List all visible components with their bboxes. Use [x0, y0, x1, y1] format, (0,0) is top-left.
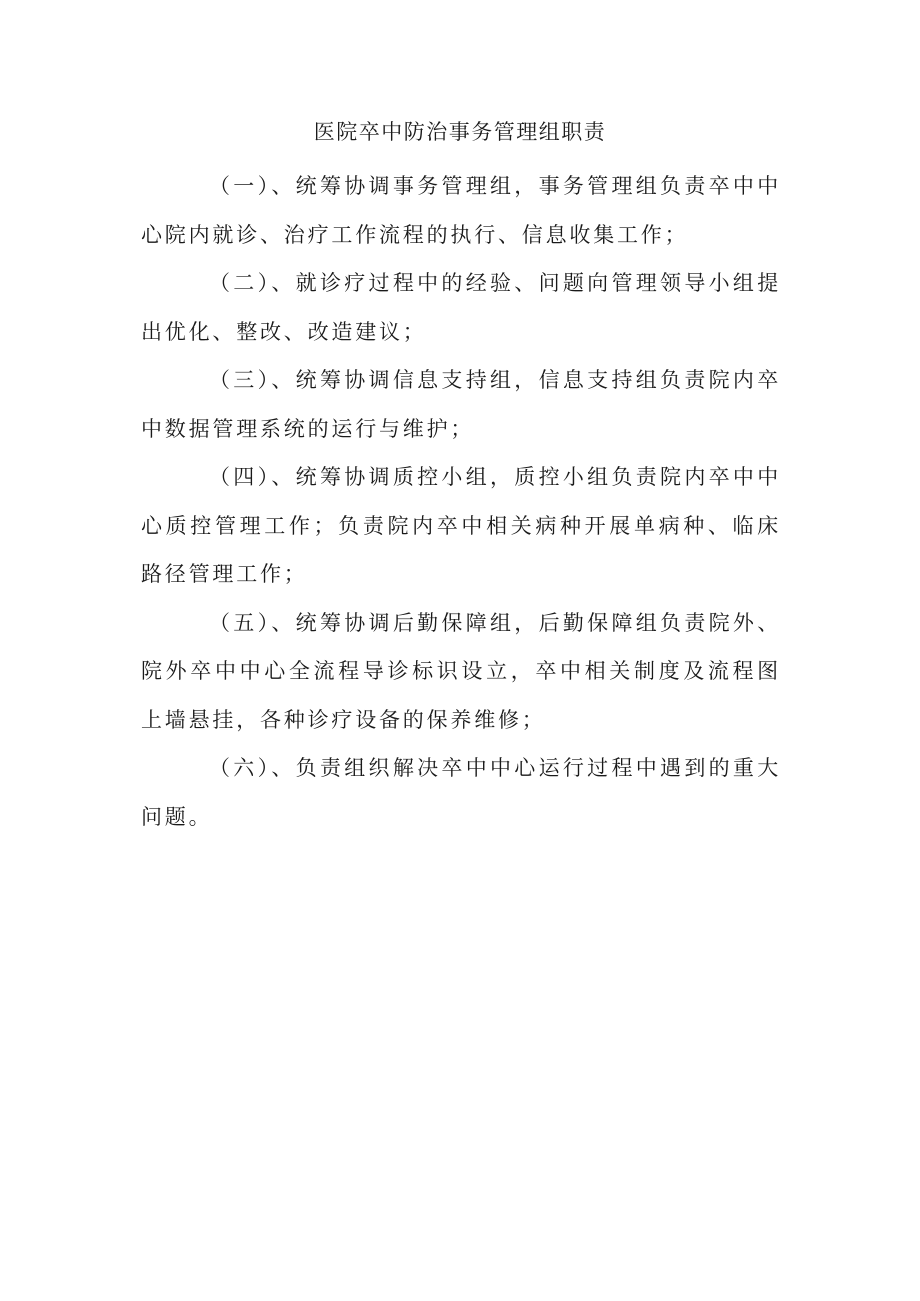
- document-body: [141, 162, 781, 841]
- paragraph-2: （二）、就诊疗过程中的经验、问题向管理领导小组提出优化、整改、改造建议；: [141, 271, 781, 344]
- paragraph-1: （一）、统筹协调事务管理组，事务管理组负责卒中中心院内就诊、治疗工作流程的执行、信息收集工作；: [141, 174, 781, 247]
- paragraph-3: （三）、统筹协调信息支持组，信息支持组负责院内卒中数据管理系统的运行与维护；: [141, 368, 781, 441]
- document-title: 医院卒中防治事务管理组职责: [313, 120, 607, 144]
- paragraph-5: （五）、统筹协调后勤保障组，后勤保障组负责院外、院外卒中中心全流程导诊标识设立，卒中相关制度及流程图上墙悬挂，各种诊疗设备的保养维修；: [141, 610, 781, 732]
- paragraph-6: （六）、负责组织解决卒中中心运行过程中遇到的重大问题。: [141, 756, 781, 829]
- paragraph-4: （四）、统筹协调质控小组，质控小组负责院内卒中中心质控管理工作；负责院内卒中相关病种开展单病种、临床路径管理工作；: [141, 465, 781, 586]
